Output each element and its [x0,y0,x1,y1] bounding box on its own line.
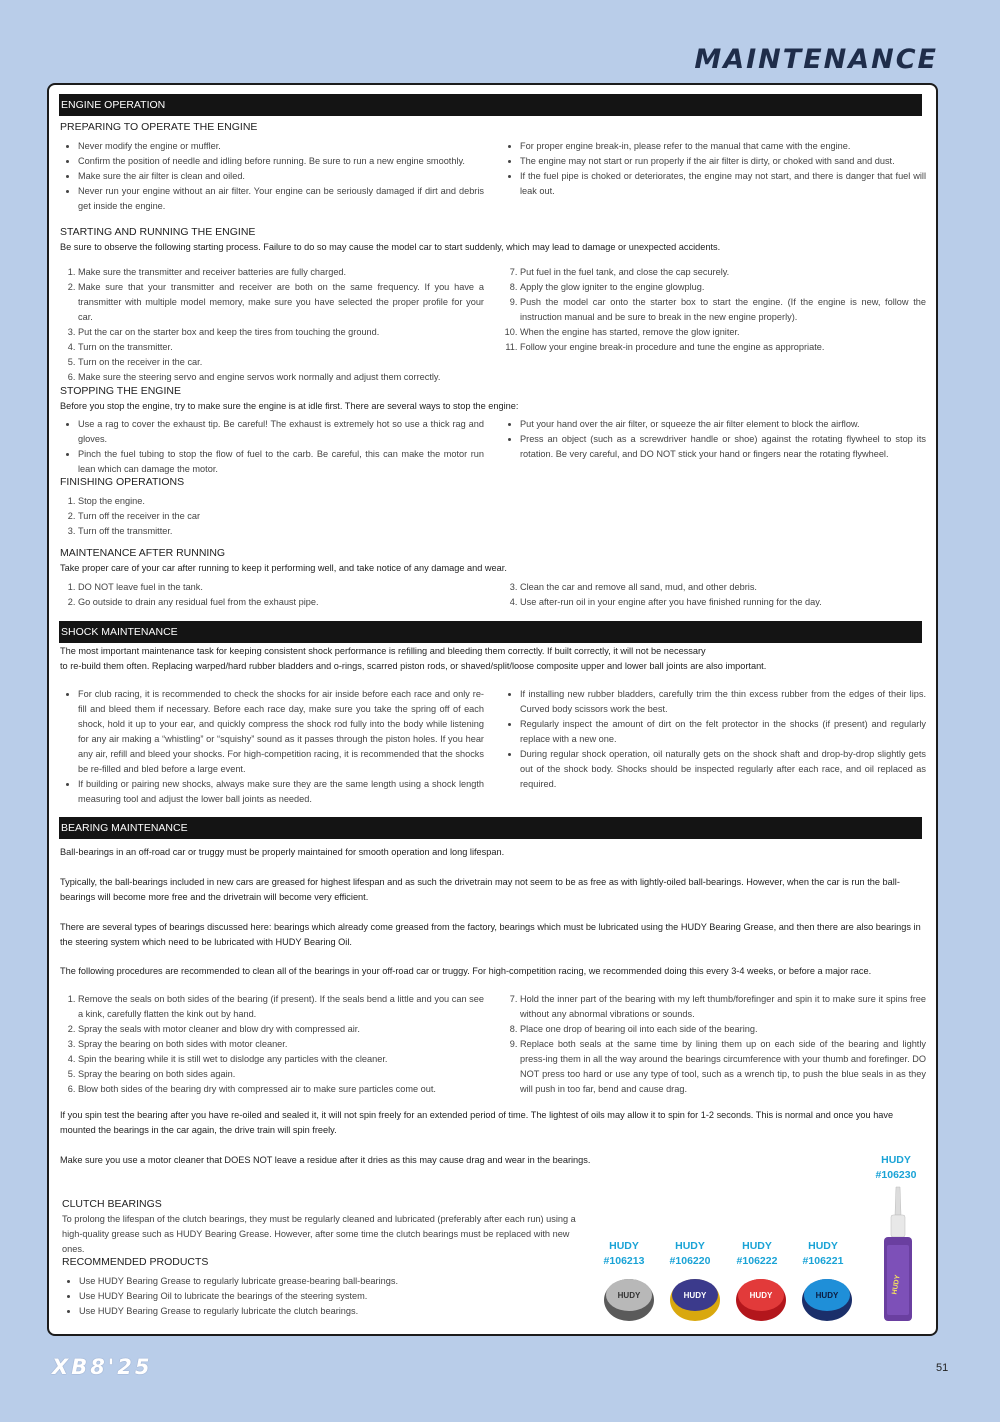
product-code: #106222 [736,1255,778,1267]
bottle-logo: HUDY [891,1274,902,1296]
after-running-left-list [61,580,484,610]
list-item: 3. Put the car on the starter box and keep the tires from touching the ground. [78,325,484,340]
clutch-text: To prolong the lifespan of the clutch bearings, they must be regularly cleaned and lubricated (preferably after each run) using a high-quality grease such as HUDY Bearing Grease. However, after some time the clutch bearings must be replaced with new ones. [62,1214,576,1254]
list-item: • During regular shock operation, oil naturally gets on the shock shaft and drop-by-drop slightly gets out of the shock body. Shocks should be inspected regularly after each race, and oil replaced as required. [520,747,926,792]
stopping-intro: Before you stop the engine, try to make sure the engine is at idle first. There are several ways to stop the engine: [60,401,519,411]
bearing-maintenance-bar: BEARING MAINTENANCE [59,817,922,839]
preparing-right-list [503,139,926,199]
page-title: MAINTENANCE [694,44,938,75]
product-code: #106230 [875,1169,917,1181]
list-item: • Use HUDY Bearing Grease to regularly lubricate grease-bearing ball-bearings. [79,1274,602,1289]
starting-heading: STARTING AND RUNNING THE ENGINE [60,226,256,238]
list-item: 3. Spray the bearing on both sides with motor cleaner. [78,1037,484,1052]
product-106220 [665,1239,715,1269]
list-item: 4. Spin the bearing while it is still wet to dislodge any particles with the cleaner. [78,1052,484,1067]
shock-left-list [61,687,484,807]
bearing-paragraph-6: Make sure you use a motor cleaner that DOES NOT leave a residue after it dries as this may cause drag and wear in the bearings. [60,1155,591,1165]
list-item: 10. When the engine has started, remove the glow igniter. [520,325,926,340]
list-item: 2. Make sure that your transmitter and receiver are both on the same frequency. If you have a transmitter with multiple model memory, make sure you have selected the proper profile for your car. [78,280,484,325]
recommended-list [62,1274,602,1319]
list-item: 1. Remove the seals on both sides of the bearing (if present). If the seals bend a little and you can see a kink, carefully flatten the kink out by hand. [78,992,484,1022]
bearing-paragraph-3: There are several types of bearings discussed here: bearings which already come greased from the factory, bearings which must be lubricated using the HUDY Bearing Grease, and then there are also bearings in the steering system which need to be lubricated with HUDY Bearing Oil. [60,922,921,947]
list-item: 1. Stop the engine. [78,494,484,509]
list-item: • Press an object (such as a screwdriver handle or shoe) against the rotating flywheel to stop its rotation. Be very careful, and DO NOT stick your hand or fingers near the rotating flywheel. [520,432,926,462]
list-item: • Regularly inspect the amount of dirt on the felt protector in the shocks (if present) and regularly replace with a new one. [520,717,926,747]
product-brand: HUDY [881,1154,911,1166]
product-106222 [732,1239,782,1269]
content-panel [47,83,938,1336]
product-code: #106221 [802,1255,844,1267]
list-item: 9. Replace both seals at the same time by lining them up on each side of the bearing and lightly press-ing them in all the way around the bearings circumference with your thumb and forefinger. DO NOT press too hard or use any type of tool, such as a wrench tip, to push the blue seals in as they will push in too far, bend and cause drag. [520,1037,926,1097]
bearing-left-list [61,992,484,1097]
finishing-list [61,494,484,539]
list-item: • Put your hand over the air filter, or squeeze the air filter element to block the airflow. [520,417,926,432]
after-running-intro: Take proper care of your car after running to keep it performing well, and take notice of any damage and wear. [60,563,507,573]
stopping-heading: STOPPING THE ENGINE [60,385,181,397]
list-item: • Use HUDY Bearing Oil to lubricate the bearings of the steering system. [79,1289,602,1304]
list-item: 8. Place one drop of bearing oil into each side of the bearing. [520,1022,926,1037]
list-item: • For proper engine break-in, please refer to the manual that came with the engine. [520,139,926,154]
stopping-left-list [61,417,484,477]
grease-tub-blue [802,1279,852,1321]
tub-logo: HUDY [815,1291,839,1300]
list-item: • If the fuel pipe is choked or deteriorates, the engine may not start, and there is danger that fuel will leak out. [520,169,926,199]
grease-tub-red [736,1279,786,1321]
product-code: #106220 [669,1255,711,1267]
clutch-heading: CLUTCH BEARINGS [62,1198,162,1210]
bearing-paragraph-2: Typically, the ball-bearings included in new cars are greased for highest lifespan and as such the drivetrain may not seem to be as free as with lightly-oiled ball-bearings. However, when the car is run the ball-bearings will become more free and the drivetrain will become very efficient. [60,877,900,902]
list-item: • Use a rag to cover the exhaust tip. Be careful! The exhaust is extremely hot so use a thick rag and gloves. [78,417,484,447]
preparing-heading: PREPARING TO OPERATE THE ENGINE [60,121,258,133]
list-item: 7. Hold the inner part of the bearing with my left thumb/forefinger and spin it to make sure it spins free without any abnormal vibrations or sounds. [520,992,926,1022]
list-item: • If installing new rubber bladders, carefully trim the thin excess rubber from the edges of their lips. Curved body scissors work the best. [520,687,926,717]
product-brand: HUDY [808,1240,838,1252]
model-logo: XB8'25 [52,1355,153,1379]
engine-operation-bar: ENGINE OPERATION [59,94,922,116]
list-item: 5. Spray the bearing on both sides again. [78,1067,484,1082]
preparing-left-list [61,139,484,214]
grease-tub-yellow [670,1279,720,1321]
tub-logo: HUDY [749,1291,773,1300]
list-item: 4. Use after-run oil in your engine after you have finished running for the day. [520,595,926,610]
bearing-paragraph-4: The following procedures are recommended to clean all of the bearings in your off-road car or truggy. For high-competition racing, we recommended doing this every 3-4 weeks, or before a major race. [60,966,872,976]
shock-maintenance-bar: SHOCK MAINTENANCE [59,621,922,643]
starting-left-list [61,265,484,385]
shock-intro-1: The most important maintenance task for keeping consistent shock performance is refilling and bleeding them correctly. If built correctly, it will not be necessary [60,646,706,656]
list-item: • Never run your engine without an air filter. Your engine can be seriously damaged if dirt and debris get inside the engine. [78,184,484,214]
list-item: 2. Turn off the receiver in the car [78,509,484,524]
recommended-heading: RECOMMENDED PRODUCTS [62,1256,209,1268]
tub-logo: HUDY [617,1291,641,1300]
shock-intro-2: to re-build them often. Replacing warped/hard rubber bladders and o-rings, scarred piston rods, or shaved/split/loose composite upper and lower ball joints are also important. [60,661,767,671]
after-running-right-list [503,580,926,610]
bearing-right-list [503,992,926,1097]
bearing-oil-bottle-image [878,1185,918,1325]
list-item: 1. Make sure the transmitter and receiver batteries are fully charged. [78,265,484,280]
list-item: 7. Put fuel in the fuel tank, and close the cap securely. [520,265,926,280]
list-item: 8. Apply the glow igniter to the engine glowplug. [520,280,926,295]
list-item: 3. Clean the car and remove all sand, mud, and other debris. [520,580,926,595]
list-item: 3. Turn off the transmitter. [78,524,484,539]
list-item: • Pinch the fuel tubing to stop the flow of fuel to the carb. Be careful, this can make the motor run lean which can damage the motor. [78,447,484,477]
product-brand: HUDY [675,1240,705,1252]
tub-logo: HUDY [683,1291,707,1300]
list-item: • If building or pairing new shocks, always make sure they are the same length using a shock length measuring tool and adjust the lower ball joints as needed. [78,777,484,807]
product-code: #106213 [603,1255,645,1267]
list-item: • Confirm the position of needle and idling before running. Be sure to run a new engine smoothly. [78,154,484,169]
page-number: 51 [936,1362,949,1374]
product-106230 [871,1153,921,1183]
list-item: 6. Make sure the steering servo and engine servos work normally and adjust them correctly. [78,370,484,385]
list-item: 4. Turn on the transmitter. [78,340,484,355]
after-running-heading: MAINTENANCE AFTER RUNNING [60,547,226,559]
shock-right-list [503,687,926,792]
list-item: • Use HUDY Bearing Grease to regularly lubricate the clutch bearings. [79,1304,602,1319]
bearing-paragraph-5: If you spin test the bearing after you have re-oiled and sealed it, it will not spin freely for an extended period of time. The lightest of oils may allow it to spin for 1-2 seconds. This is normal and once you have mounted the bearings in the car again, the drive train will spin freely. [60,1110,894,1135]
list-item: 9. Push the model car onto the starter box to start the engine. (If the engine is new, follow the instruction manual and be sure to break in the new engine properly). [520,295,926,325]
list-item: • Never modify the engine or muffler. [78,139,484,154]
list-item: 2. Go outside to drain any residual fuel from the exhaust pipe. [78,595,484,610]
list-item: • Make sure the air filter is clean and oiled. [78,169,484,184]
product-106213 [599,1239,649,1269]
list-item: • For club racing, it is recommended to check the shocks for air inside before each race and only re-fill and bleed them if necessary. Before each race day, make sure you take the spring off of each shock, hold it up to your ear, and quickly compress the shock rod fully into the body while listening for any air making a “whistling” or “squishy” sound as it passes through the piston holes. If you hear any air, refill and bleed your shocks. For high-competition racing, it is recommended that the shocks be re-filled and bled before a large event. [78,687,484,777]
stopping-right-list [503,417,926,462]
list-item: 11. Follow your engine break-in procedure and tune the engine as appropriate. [520,340,926,355]
product-106221 [798,1239,848,1269]
list-item: 2. Spray the seals with motor cleaner and blow dry with compressed air. [78,1022,484,1037]
grease-tubs-image [603,1273,853,1323]
starting-right-list [503,265,926,355]
bearing-paragraph-1: Ball-bearings in an off-road car or truggy must be properly maintained for smooth operation and long lifespan. [60,847,505,857]
list-item: 6. Blow both sides of the bearing dry with compressed air to make sure particles come out. [78,1082,484,1097]
list-item: 1. DO NOT leave fuel in the tank. [78,580,484,595]
product-brand: HUDY [609,1240,639,1252]
list-item: • The engine may not start or run properly if the air filter is dirty, or choked with sand and dust. [520,154,926,169]
grease-tub-grey [604,1279,654,1321]
starting-intro: Be sure to observe the following starting process. Failure to do so may cause the model car to start suddenly, which may lead to damage or unexpected accidents. [60,242,721,252]
finishing-heading: FINISHING OPERATIONS [60,476,185,488]
list-item: 5. Turn on the receiver in the car. [78,355,484,370]
product-brand: HUDY [742,1240,772,1252]
